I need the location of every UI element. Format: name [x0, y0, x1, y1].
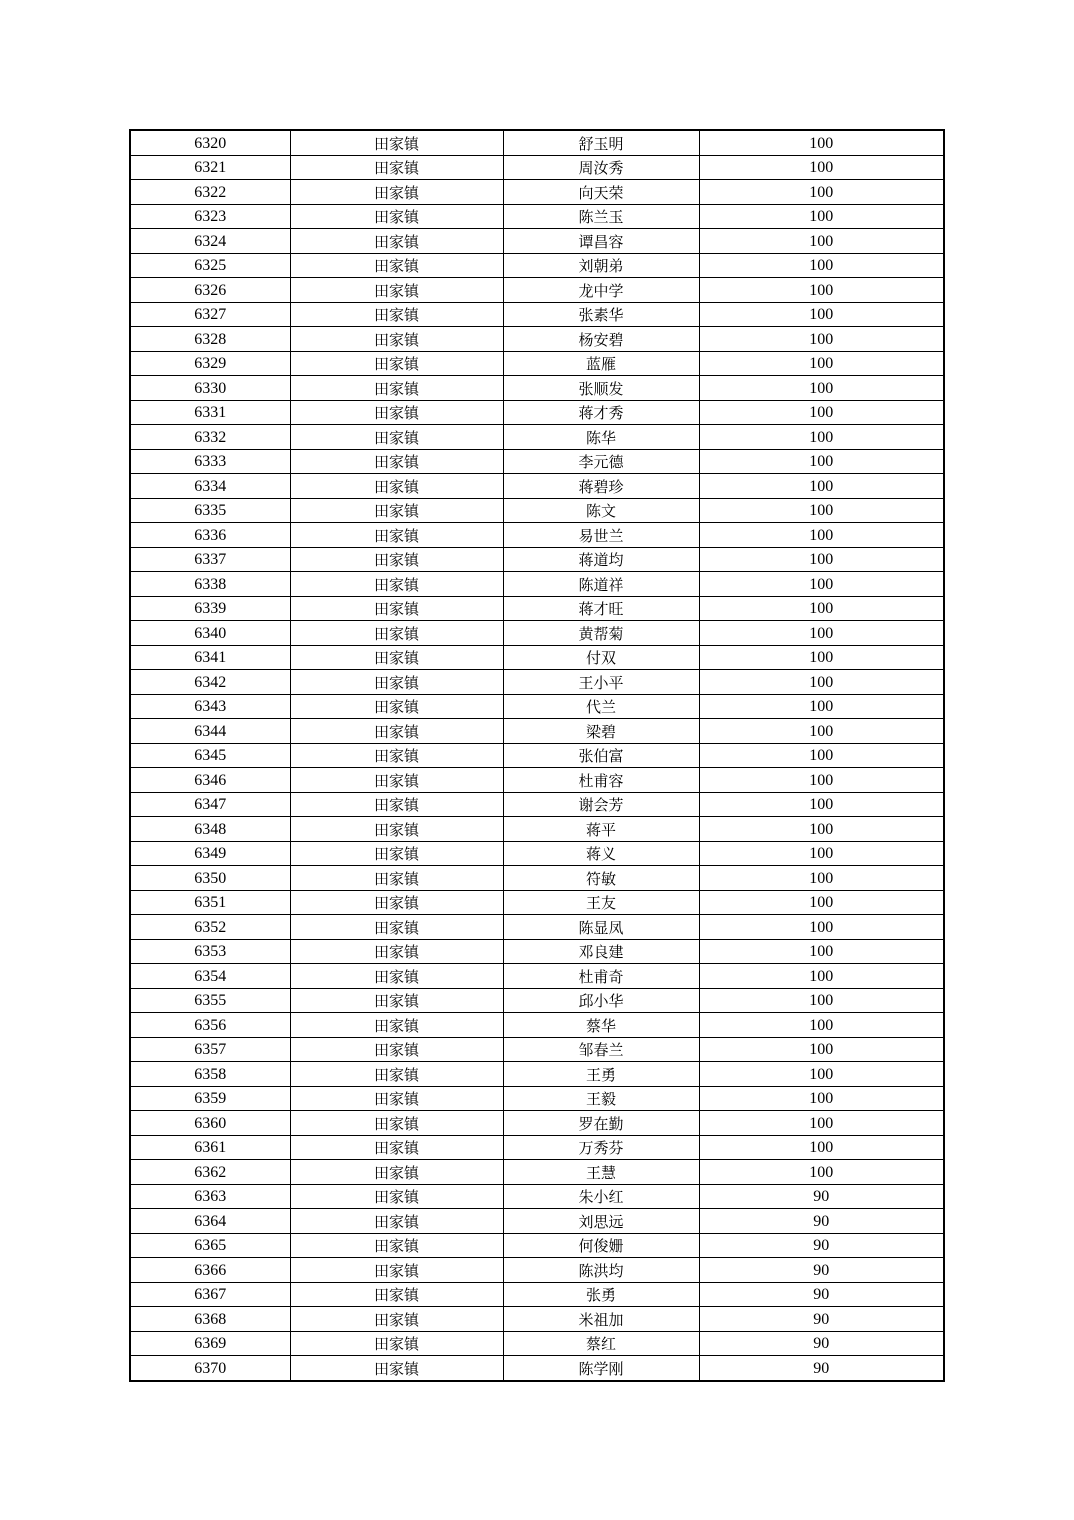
- amount-cell: 100: [699, 302, 944, 327]
- row-number-cell: 6331: [130, 400, 290, 425]
- row-number-cell: 6355: [130, 988, 290, 1013]
- town-name-cell: 田家镇: [290, 1062, 503, 1087]
- amount-cell: 90: [699, 1258, 944, 1283]
- row-number-cell: 6340: [130, 621, 290, 646]
- table-row: [130, 1111, 944, 1136]
- table-row: [130, 1282, 944, 1307]
- row-number-cell: 6369: [130, 1331, 290, 1356]
- town-name-cell: 田家镇: [290, 474, 503, 499]
- table-row: [130, 988, 944, 1013]
- row-number-cell: 6344: [130, 719, 290, 744]
- table-row: [130, 204, 944, 229]
- table-row: [130, 1037, 944, 1062]
- row-number-cell: 6360: [130, 1111, 290, 1136]
- row-number-cell: 6350: [130, 866, 290, 891]
- amount-cell: 100: [699, 1111, 944, 1136]
- amount-cell: 90: [699, 1209, 944, 1234]
- table-row: [130, 817, 944, 842]
- person-name-cell: 王勇: [503, 1062, 699, 1087]
- table-row: [130, 498, 944, 523]
- table-row: [130, 792, 944, 817]
- table-row: [130, 1086, 944, 1111]
- table-row: [130, 425, 944, 450]
- town-name-cell: 田家镇: [290, 1160, 503, 1185]
- amount-cell: 100: [699, 817, 944, 842]
- town-name-cell: 田家镇: [290, 253, 503, 278]
- table-row: [130, 474, 944, 499]
- amount-cell: 100: [699, 670, 944, 695]
- table-row: [130, 180, 944, 205]
- amount-cell: 100: [699, 988, 944, 1013]
- person-name-cell: 李元德: [503, 449, 699, 474]
- person-name-cell: 蔡华: [503, 1013, 699, 1038]
- row-number-cell: 6366: [130, 1258, 290, 1283]
- amount-cell: 90: [699, 1282, 944, 1307]
- person-name-cell: 代兰: [503, 694, 699, 719]
- amount-cell: 100: [699, 694, 944, 719]
- row-number-cell: 6358: [130, 1062, 290, 1087]
- row-number-cell: 6361: [130, 1135, 290, 1160]
- town-name-cell: 田家镇: [290, 523, 503, 548]
- amount-cell: 100: [699, 915, 944, 940]
- person-name-cell: 蒋才秀: [503, 400, 699, 425]
- table-row: [130, 1135, 944, 1160]
- town-name-cell: 田家镇: [290, 621, 503, 646]
- row-number-cell: 6333: [130, 449, 290, 474]
- town-name-cell: 田家镇: [290, 1258, 503, 1283]
- person-name-cell: 罗在勤: [503, 1111, 699, 1136]
- amount-cell: 100: [699, 768, 944, 793]
- person-name-cell: 陈显凤: [503, 915, 699, 940]
- amount-cell: 100: [699, 1086, 944, 1111]
- person-name-cell: 蒋碧珍: [503, 474, 699, 499]
- row-number-cell: 6335: [130, 498, 290, 523]
- person-name-cell: 陈洪均: [503, 1258, 699, 1283]
- town-name-cell: 田家镇: [290, 572, 503, 597]
- person-name-cell: 龙中学: [503, 278, 699, 303]
- town-name-cell: 田家镇: [290, 1282, 503, 1307]
- row-number-cell: 6362: [130, 1160, 290, 1185]
- person-name-cell: 刘朝弟: [503, 253, 699, 278]
- town-name-cell: 田家镇: [290, 376, 503, 401]
- table-row: [130, 278, 944, 303]
- row-number-cell: 6351: [130, 890, 290, 915]
- table-row: [130, 547, 944, 572]
- row-number-cell: 6338: [130, 572, 290, 597]
- person-name-cell: 杨安碧: [503, 327, 699, 352]
- amount-cell: 90: [699, 1184, 944, 1209]
- amount-cell: 90: [699, 1307, 944, 1332]
- town-name-cell: 田家镇: [290, 670, 503, 695]
- person-name-cell: 黄帮菊: [503, 621, 699, 646]
- table-row: [130, 1209, 944, 1234]
- row-number-cell: 6345: [130, 743, 290, 768]
- row-number-cell: 6332: [130, 425, 290, 450]
- table-row: [130, 866, 944, 891]
- town-name-cell: 田家镇: [290, 596, 503, 621]
- table-row: [130, 964, 944, 989]
- amount-cell: 100: [699, 229, 944, 254]
- table-row: [130, 621, 944, 646]
- town-name-cell: 田家镇: [290, 1086, 503, 1111]
- row-number-cell: 6343: [130, 694, 290, 719]
- person-name-cell: 蓝雁: [503, 351, 699, 376]
- person-name-cell: 蒋平: [503, 817, 699, 842]
- person-name-cell: 张素华: [503, 302, 699, 327]
- person-name-cell: 张勇: [503, 1282, 699, 1307]
- town-name-cell: 田家镇: [290, 866, 503, 891]
- person-name-cell: 陈道祥: [503, 572, 699, 597]
- person-name-cell: 朱小红: [503, 1184, 699, 1209]
- amount-cell: 100: [699, 621, 944, 646]
- person-name-cell: 易世兰: [503, 523, 699, 548]
- table-row: [130, 229, 944, 254]
- town-name-cell: 田家镇: [290, 988, 503, 1013]
- amount-cell: 100: [699, 890, 944, 915]
- person-name-cell: 王慧: [503, 1160, 699, 1185]
- town-name-cell: 田家镇: [290, 694, 503, 719]
- amount-cell: 100: [699, 964, 944, 989]
- town-name-cell: 田家镇: [290, 1209, 503, 1234]
- town-name-cell: 田家镇: [290, 327, 503, 352]
- person-name-cell: 梁碧: [503, 719, 699, 744]
- town-name-cell: 田家镇: [290, 155, 503, 180]
- town-name-cell: 田家镇: [290, 130, 503, 155]
- table-row: [130, 1307, 944, 1332]
- person-name-cell: 万秀芬: [503, 1135, 699, 1160]
- table-row: [130, 1331, 944, 1356]
- person-name-cell: 王小平: [503, 670, 699, 695]
- row-number-cell: 6325: [130, 253, 290, 278]
- amount-cell: 100: [699, 1160, 944, 1185]
- person-name-cell: 刘思远: [503, 1209, 699, 1234]
- row-number-cell: 6341: [130, 645, 290, 670]
- table-row: [130, 155, 944, 180]
- row-number-cell: 6354: [130, 964, 290, 989]
- town-name-cell: 田家镇: [290, 425, 503, 450]
- amount-cell: 100: [699, 351, 944, 376]
- row-number-cell: 6349: [130, 841, 290, 866]
- table-row: [130, 1062, 944, 1087]
- row-number-cell: 6339: [130, 596, 290, 621]
- person-name-cell: 杜甫容: [503, 768, 699, 793]
- town-name-cell: 田家镇: [290, 498, 503, 523]
- amount-cell: 100: [699, 866, 944, 891]
- table-row: [130, 694, 944, 719]
- row-number-cell: 6352: [130, 915, 290, 940]
- table-row: [130, 915, 944, 940]
- row-number-cell: 6365: [130, 1233, 290, 1258]
- amount-cell: 100: [699, 596, 944, 621]
- amount-cell: 100: [699, 376, 944, 401]
- row-number-cell: 6330: [130, 376, 290, 401]
- table-row: [130, 1184, 944, 1209]
- amount-cell: 100: [699, 523, 944, 548]
- table-row: [130, 253, 944, 278]
- town-name-cell: 田家镇: [290, 817, 503, 842]
- amount-cell: 100: [699, 792, 944, 817]
- town-name-cell: 田家镇: [290, 1331, 503, 1356]
- town-name-cell: 田家镇: [290, 1184, 503, 1209]
- row-number-cell: 6359: [130, 1086, 290, 1111]
- person-name-cell: 付双: [503, 645, 699, 670]
- table-row: [130, 743, 944, 768]
- person-name-cell: 陈华: [503, 425, 699, 450]
- table-row: [130, 1356, 944, 1381]
- amount-cell: 100: [699, 645, 944, 670]
- amount-cell: 90: [699, 1331, 944, 1356]
- row-number-cell: 6337: [130, 547, 290, 572]
- table-row: [130, 1233, 944, 1258]
- person-name-cell: 邱小华: [503, 988, 699, 1013]
- person-name-cell: 蒋道均: [503, 547, 699, 572]
- table-row: [130, 327, 944, 352]
- table-row: [130, 1013, 944, 1038]
- amount-cell: 100: [699, 1135, 944, 1160]
- row-number-cell: 6342: [130, 670, 290, 695]
- row-number-cell: 6334: [130, 474, 290, 499]
- town-name-cell: 田家镇: [290, 1013, 503, 1038]
- town-name-cell: 田家镇: [290, 1135, 503, 1160]
- row-number-cell: 6329: [130, 351, 290, 376]
- data-table: [129, 129, 945, 1382]
- table-row: [130, 523, 944, 548]
- amount-cell: 100: [699, 1062, 944, 1087]
- amount-cell: 100: [699, 474, 944, 499]
- table-row: [130, 890, 944, 915]
- table-row: [130, 645, 944, 670]
- row-number-cell: 6368: [130, 1307, 290, 1332]
- table-row: [130, 719, 944, 744]
- town-name-cell: 田家镇: [290, 841, 503, 866]
- amount-cell: 100: [699, 939, 944, 964]
- row-number-cell: 6357: [130, 1037, 290, 1062]
- town-name-cell: 田家镇: [290, 915, 503, 940]
- town-name-cell: 田家镇: [290, 204, 503, 229]
- table-body: [130, 130, 944, 1381]
- amount-cell: 100: [699, 180, 944, 205]
- amount-cell: 100: [699, 1037, 944, 1062]
- person-name-cell: 蒋才旺: [503, 596, 699, 621]
- town-name-cell: 田家镇: [290, 278, 503, 303]
- town-name-cell: 田家镇: [290, 964, 503, 989]
- person-name-cell: 米祖加: [503, 1307, 699, 1332]
- row-number-cell: 6346: [130, 768, 290, 793]
- person-name-cell: 张顺发: [503, 376, 699, 401]
- town-name-cell: 田家镇: [290, 1233, 503, 1258]
- person-name-cell: 谢会芳: [503, 792, 699, 817]
- table-row: [130, 449, 944, 474]
- town-name-cell: 田家镇: [290, 180, 503, 205]
- town-name-cell: 田家镇: [290, 400, 503, 425]
- town-name-cell: 田家镇: [290, 768, 503, 793]
- town-name-cell: 田家镇: [290, 890, 503, 915]
- person-name-cell: 邓良建: [503, 939, 699, 964]
- table-row: [130, 768, 944, 793]
- amount-cell: 100: [699, 498, 944, 523]
- person-name-cell: 符敏: [503, 866, 699, 891]
- town-name-cell: 田家镇: [290, 547, 503, 572]
- person-name-cell: 王毅: [503, 1086, 699, 1111]
- amount-cell: 100: [699, 400, 944, 425]
- town-name-cell: 田家镇: [290, 645, 503, 670]
- table-row: [130, 351, 944, 376]
- town-name-cell: 田家镇: [290, 743, 503, 768]
- row-number-cell: 6363: [130, 1184, 290, 1209]
- row-number-cell: 6328: [130, 327, 290, 352]
- table-row: [130, 1258, 944, 1283]
- amount-cell: 100: [699, 130, 944, 155]
- amount-cell: 100: [699, 155, 944, 180]
- town-name-cell: 田家镇: [290, 1111, 503, 1136]
- person-name-cell: 向天荣: [503, 180, 699, 205]
- table-row: [130, 670, 944, 695]
- table-row: [130, 130, 944, 155]
- table-row: [130, 572, 944, 597]
- town-name-cell: 田家镇: [290, 1356, 503, 1381]
- town-name-cell: 田家镇: [290, 229, 503, 254]
- row-number-cell: 6320: [130, 130, 290, 155]
- row-number-cell: 6327: [130, 302, 290, 327]
- person-name-cell: 蒋义: [503, 841, 699, 866]
- amount-cell: 100: [699, 278, 944, 303]
- amount-cell: 90: [699, 1233, 944, 1258]
- table-row: [130, 376, 944, 401]
- amount-cell: 100: [699, 253, 944, 278]
- row-number-cell: 6364: [130, 1209, 290, 1234]
- town-name-cell: 田家镇: [290, 719, 503, 744]
- table-row: [130, 400, 944, 425]
- row-number-cell: 6353: [130, 939, 290, 964]
- row-number-cell: 6323: [130, 204, 290, 229]
- amount-cell: 100: [699, 327, 944, 352]
- person-name-cell: 王友: [503, 890, 699, 915]
- town-name-cell: 田家镇: [290, 939, 503, 964]
- row-number-cell: 6336: [130, 523, 290, 548]
- person-name-cell: 何俊姗: [503, 1233, 699, 1258]
- amount-cell: 100: [699, 743, 944, 768]
- person-name-cell: 谭昌容: [503, 229, 699, 254]
- row-number-cell: 6322: [130, 180, 290, 205]
- row-number-cell: 6367: [130, 1282, 290, 1307]
- person-name-cell: 陈文: [503, 498, 699, 523]
- town-name-cell: 田家镇: [290, 792, 503, 817]
- town-name-cell: 田家镇: [290, 302, 503, 327]
- row-number-cell: 6324: [130, 229, 290, 254]
- row-number-cell: 6356: [130, 1013, 290, 1038]
- person-name-cell: 蔡红: [503, 1331, 699, 1356]
- amount-cell: 100: [699, 425, 944, 450]
- amount-cell: 100: [699, 572, 944, 597]
- row-number-cell: 6321: [130, 155, 290, 180]
- town-name-cell: 田家镇: [290, 449, 503, 474]
- town-name-cell: 田家镇: [290, 1307, 503, 1332]
- table-row: [130, 1160, 944, 1185]
- amount-cell: 100: [699, 547, 944, 572]
- town-name-cell: 田家镇: [290, 351, 503, 376]
- amount-cell: 90: [699, 1356, 944, 1381]
- row-number-cell: 6370: [130, 1356, 290, 1381]
- town-name-cell: 田家镇: [290, 1037, 503, 1062]
- table-row: [130, 841, 944, 866]
- person-name-cell: 周汝秀: [503, 155, 699, 180]
- person-name-cell: 张伯富: [503, 743, 699, 768]
- amount-cell: 100: [699, 204, 944, 229]
- person-name-cell: 陈学刚: [503, 1356, 699, 1381]
- amount-cell: 100: [699, 1013, 944, 1038]
- person-name-cell: 舒玉明: [503, 130, 699, 155]
- row-number-cell: 6348: [130, 817, 290, 842]
- row-number-cell: 6347: [130, 792, 290, 817]
- amount-cell: 100: [699, 841, 944, 866]
- person-name-cell: 杜甫奇: [503, 964, 699, 989]
- table-row: [130, 302, 944, 327]
- table-row: [130, 939, 944, 964]
- person-name-cell: 陈兰玉: [503, 204, 699, 229]
- amount-cell: 100: [699, 449, 944, 474]
- amount-cell: 100: [699, 719, 944, 744]
- table-row: [130, 596, 944, 621]
- person-name-cell: 邹春兰: [503, 1037, 699, 1062]
- row-number-cell: 6326: [130, 278, 290, 303]
